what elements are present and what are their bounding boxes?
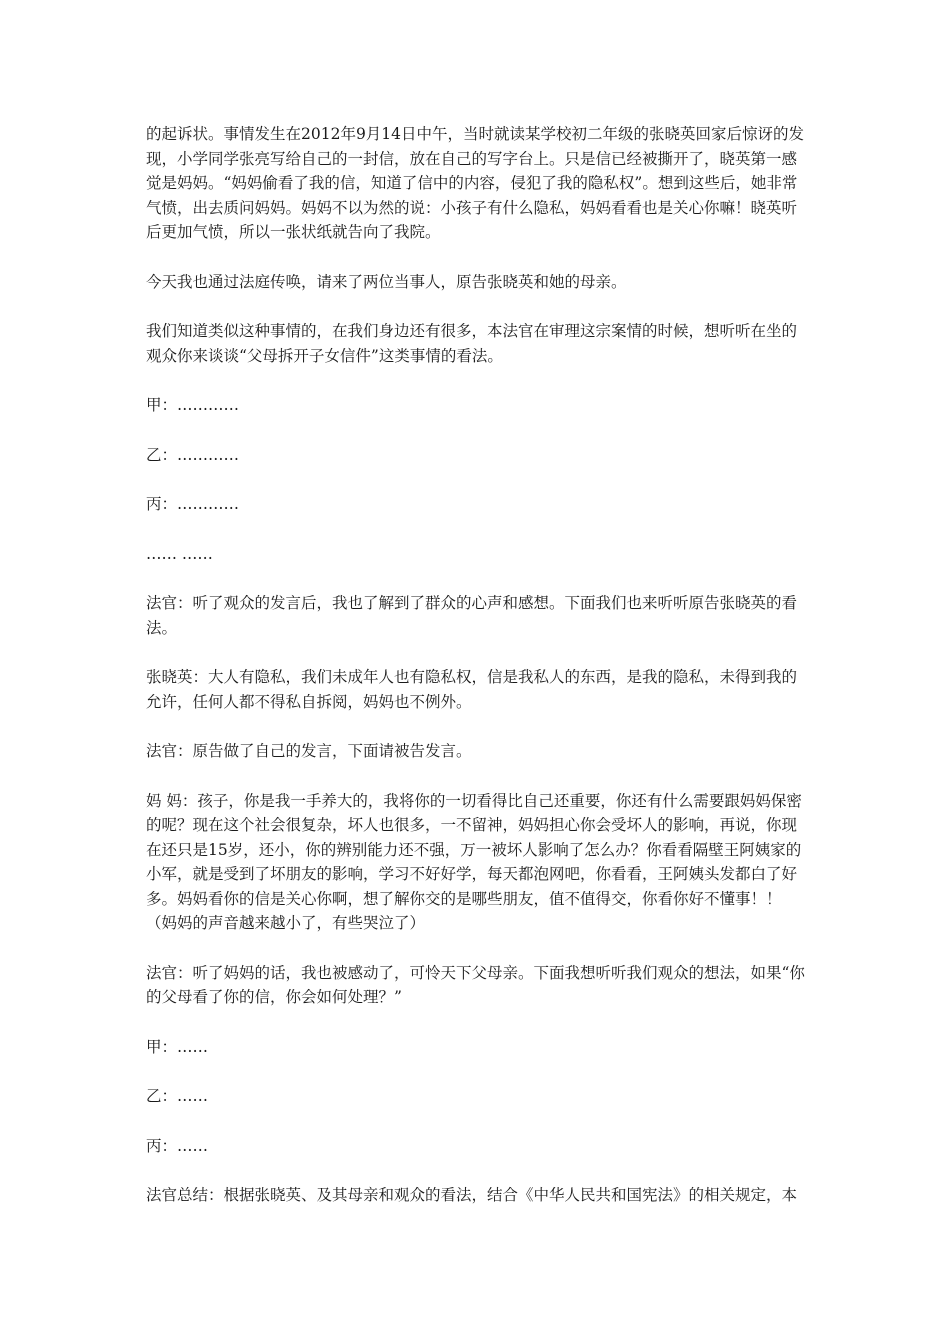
paragraph-audience-yi-2: 乙：……: [146, 1087, 209, 1105]
paragraph-audience-yi-1: 乙：…………: [146, 445, 240, 464]
paragraph-audience-jia-1: 甲：…………: [146, 396, 240, 414]
paragraph-complaint-intro: 的起诉状。事情发生在2012年9月14日中午，当时就读某学校初二年级的张晓英回家后惊讶的发现，小学同学张亮写给自己的一封信，放在自己的写字台上。只是信已经被撕开了，晓英第一感觉是妈妈。“妈妈偷看了我的信，知道了信中的内容，侵犯了我的隐私权”。想到这些后，她非常气愤，出去质问妈妈。妈妈不以为然的说：小孩子有什么隐私，妈妈看看也是关心你嘛！晓英听后更加气愤，所以一张状纸就告向了我院。: [146, 125, 805, 241]
paragraph-judge-plaintiff: 法官：听了观众的发言后，我也了解到了群众的心声和感想。下面我们也来听听原告张晓英的看法。: [146, 594, 798, 637]
paragraph-plaintiff-statement: 张晓英：大人有隐私，我们未成年人也有隐私权，信是我私人的东西，是我的隐私，未得到我的允许，任何人都不得私自拆阅，妈妈也不例外。: [146, 668, 798, 711]
paragraph-mother-statement: 妈 妈：孩子，你是我一手养大的，我将你的一切看得比自己还重要，你还有什么需要跟妈妈保密的呢？现在这个社会很复杂，坏人也很多，一不留神，妈妈担心你会受坏人的影响，再说，你现在还只是15岁，还小，你的辨别能力还不强，万一被坏人影响了怎么办？你看看隔壁王阿姨家的小军，就是受到了坏朋友的影响，学习不好好学，每天都泡网吧，你看看，王阿姨头发都白了好多。妈妈看你的信是关心你啊，想了解你交的是哪些朋友，值不值得交，你看你好不懂事！！（妈妈的声音越来越小了，有些哭泣了）: [146, 791, 802, 932]
paragraph-judge-summary: 法官总结：根据张晓英、及其母亲和观众的看法，结合《中华人民共和国宪法》的相关规定，本: [146, 1186, 798, 1204]
paragraph-audience-bing-1: 丙：…………: [146, 495, 240, 513]
paragraph-judge-defendant: 法官：原告做了自己的发言，下面请被告发言。: [146, 742, 472, 760]
paragraph-summons: 今天我也通过法庭传唤，请来了两位当事人，原告张晓英和她的母亲。: [146, 272, 627, 291]
document-body: [146, 122, 812, 1233]
paragraph-audience-jia-2: 甲：……: [146, 1037, 209, 1056]
paragraph-ellipsis: …… ……: [146, 544, 213, 563]
paragraph-audience-bing-2: 丙：……: [146, 1136, 209, 1155]
paragraph-audience-question: 我们知道类似这种事情的，在我们身边还有很多，本法官在审理这宗案情的时候，想听听在坐的观众你来谈谈“父母拆开子女信件”这类事情的看法。: [146, 322, 798, 365]
paragraph-judge-audience-2: 法官：听了妈妈的话，我也被感动了，可怜天下父母亲。下面我想听听我们观众的想法，如果“你的父母看了你的信，你会如何处理？”: [146, 963, 805, 1006]
